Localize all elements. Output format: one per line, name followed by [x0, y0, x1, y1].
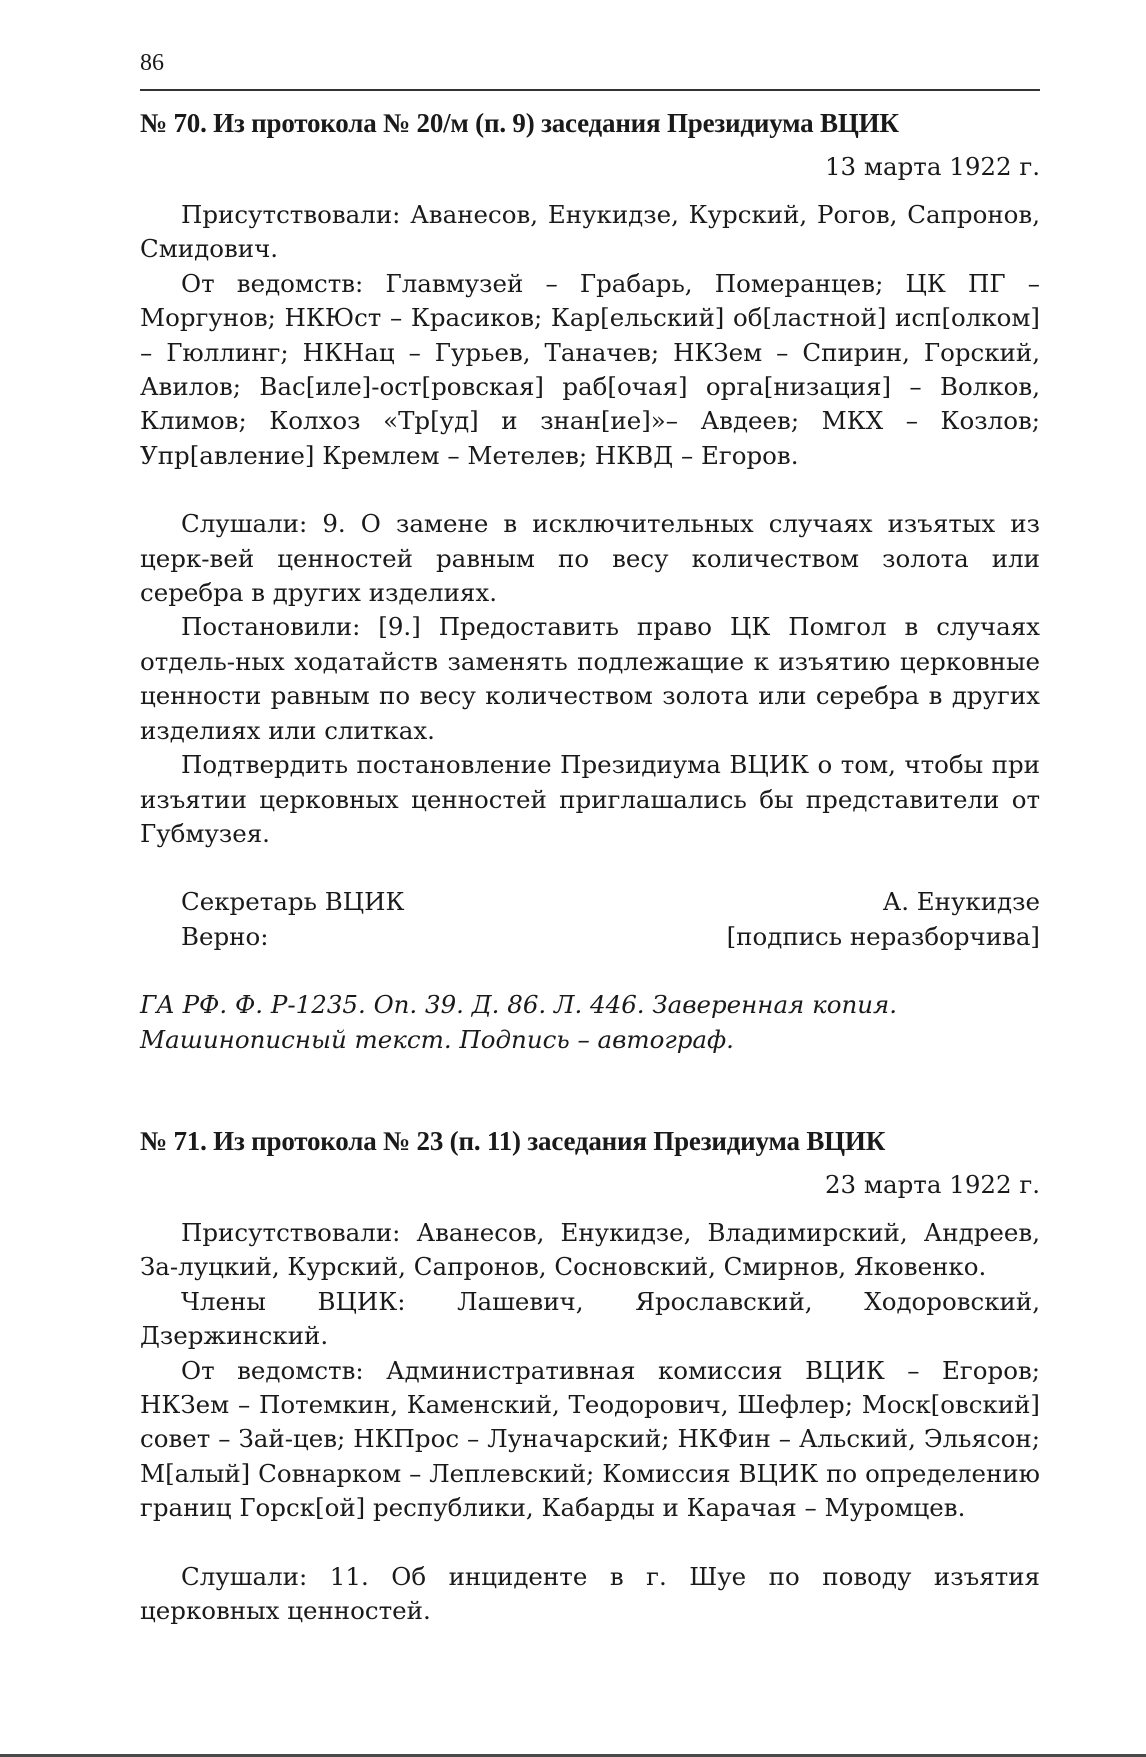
archive-source-line-2: Машинописный текст. Подпись – автограф. [140, 1024, 734, 1054]
departments-paragraph: От ведомств: Главмузей – Грабарь, Померанцев; ЦК ПГ – Моргунов; НКЮст – Красиков; Кар[ельский] об[ластной] исп[олком] – Гюллинг; НКНац – Гурьев, Таначев; НКЗем – Спирин, Горский, Авилов; Вас[иле]-ост[ровская] раб[очая] орга[низация] – Волков, Климов; Колхоз «Тр[уд] и знан[ие]»– Авдеев; МКХ – Козлов; Упр[авление] Кремлем – Метелев; НКВД – Егоров. [140, 268, 1040, 470]
members-paragraph: Члены ВЦИК: Лашевич, Ярославский, Ходоровский, Дзержинский. [140, 1286, 1040, 1351]
page-number: 86 [140, 50, 164, 76]
signature-name: [подпись неразборчива] [726, 921, 1040, 951]
signature-row-secretary [140, 885, 1040, 919]
document-title: № 71. Из протокола № 23 (п. 11) заседания Президиума ВЦИК [140, 1126, 886, 1156]
document-70 [140, 106, 1040, 1057]
attendees-paragraph: Присутствовали: Аванесов, Енукидзе, Владимирский, Андреев, За-луцкий, Курский, Сапронов, Сосновский, Смирнов, Яковенко. [140, 1218, 1040, 1282]
signature-role: Верно: [181, 921, 269, 951]
attendees-paragraph: Присутствовали: Аванесов, Енукидзе, Курский, Рогов, Сапронов, Смидович. [140, 200, 1040, 264]
document-title: № 70. Из протокола № 20/м (п. 9) заседания Президиума ВЦИК [140, 108, 899, 138]
document-71 [140, 1124, 1040, 1628]
header-rule [140, 89, 1040, 91]
signature-row-verified [140, 920, 1040, 954]
heard-paragraph: Слушали: 9. О замене в исключительных случаях изъятых из церк-вей ценностей равным по весу количеством золота или серебра в других изделиях. [140, 509, 1040, 608]
departments-paragraph: От ведомств: Административная комиссия ВЦИК – Егоров; НКЗем – Потемкин, Каменский, Теодорович, Шефлер; Моск[овский] совет – Зай-цев; НКПрос – Луначарский; НКФин – Альский, Эльясон; М[алый] Совнарком – Леплевский; Комиссия ВЦИК по определению границ Горск[ой] республики, Кабарды и Карачая – Муромцев. [140, 1355, 1040, 1523]
signature-role: Секретарь ВЦИК [181, 887, 405, 917]
document-date: 13 марта 1922 г. [824, 152, 1040, 181]
archive-source-line-1: ГА РФ. Ф. Р-1235. Оп. 39. Д. 86. Л. 446. Заверенная копия. [140, 990, 898, 1020]
document-date: 23 марта 1922 г. [824, 1170, 1040, 1199]
heard-paragraph: Слушали: 11. Об инциденте в г. Шуе по поводу изъятия церковных ценностей. [140, 1561, 1040, 1626]
signature-name: А. Енукидзе [882, 887, 1040, 917]
confirm-paragraph: Подтвердить постановление Президиума ВЦИК о том, чтобы при изъятии церковных ценностей приглашались бы представители от Губмузея. [140, 750, 1040, 848]
resolved-paragraph: Постановили: [9.] Предоставить право ЦК Помгол в случаях отдель-ных ходатайств заменять подлежащие к изъятию церковные ценности равным по весу количеством золота или серебра в других изделиях или слитках. [140, 612, 1040, 745]
